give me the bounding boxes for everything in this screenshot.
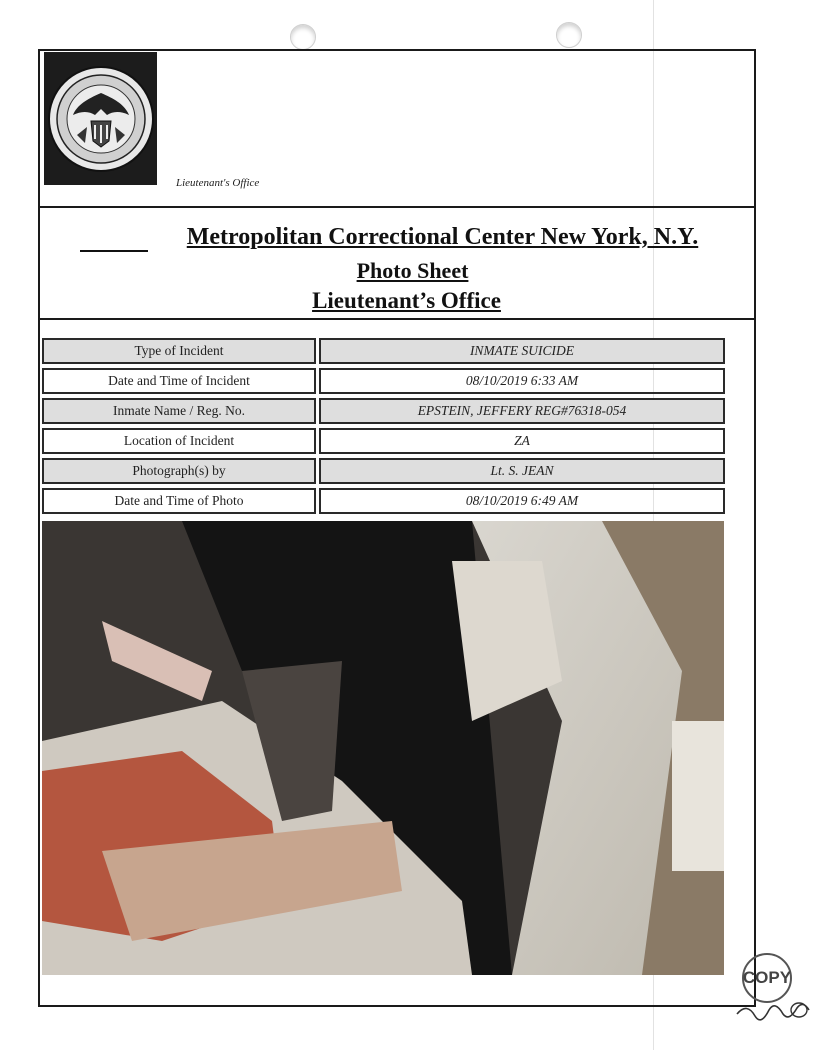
row-value: 08/10/2019 6:33 AM <box>319 368 725 394</box>
table-row <box>42 338 725 364</box>
title-divider <box>38 318 756 320</box>
photo-placeholder <box>42 521 724 975</box>
row-label: Photograph(s) by <box>42 458 316 484</box>
incident-info-table <box>42 338 725 518</box>
copy-stamp-icon <box>727 952 812 1032</box>
row-label: Date and Time of Incident <box>42 368 316 394</box>
seal-emblem-icon <box>47 65 155 173</box>
row-label: Date and Time of Photo <box>42 488 316 514</box>
sheet-title: Photo Sheet <box>356 258 469 283</box>
row-value: 08/10/2019 6:49 AM <box>319 488 725 514</box>
punch-hole-right <box>556 22 582 48</box>
row-label: Location of Incident <box>42 428 316 454</box>
header-divider <box>38 206 756 208</box>
row-label: Type of Incident <box>42 338 316 364</box>
incident-scene-photo <box>42 521 724 975</box>
row-value: EPSTEIN, JEFFERY REG#76318-054 <box>319 398 725 424</box>
office-caption: Lieutenant's Office <box>176 177 260 189</box>
punch-hole-left <box>290 24 316 50</box>
table-row <box>42 488 725 514</box>
table-row <box>42 428 725 454</box>
copy-stamp <box>727 952 812 1032</box>
table-row <box>42 458 725 484</box>
row-label: Inmate Name / Reg. No. <box>42 398 316 424</box>
table-row <box>42 368 725 394</box>
bop-seal-logo <box>44 52 157 185</box>
copy-stamp-label: COPY <box>742 968 792 987</box>
row-value: ZA <box>319 428 725 454</box>
row-value: INMATE SUICIDE <box>319 338 725 364</box>
row-value: Lt. S. JEAN <box>319 458 725 484</box>
table-row <box>42 398 725 424</box>
facility-title: Metropolitan Correctional Center New York, N.Y. <box>186 224 699 250</box>
office-title: Lieutenant’s Office <box>312 288 501 313</box>
